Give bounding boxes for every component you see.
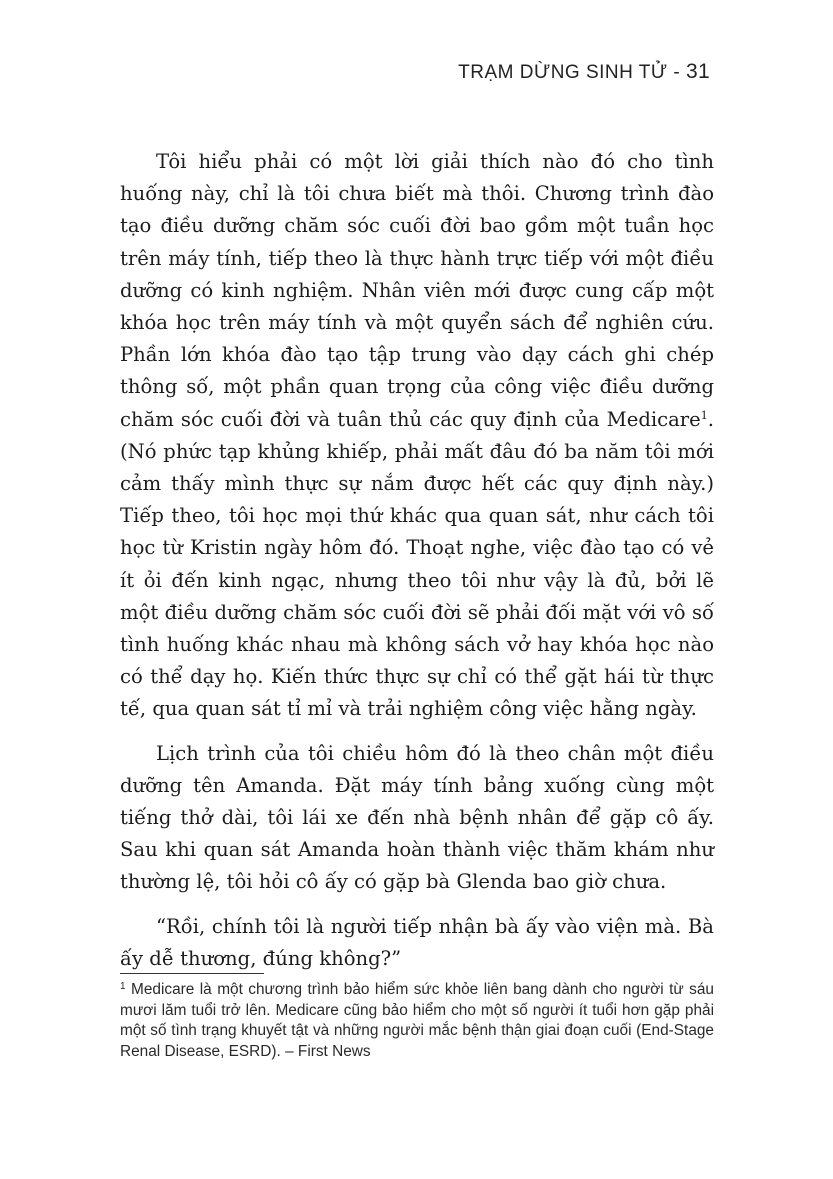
paragraph: [120, 146, 714, 726]
footnote-reference: 1: [700, 408, 708, 422]
footnote-marker: 1: [120, 981, 126, 992]
page-number: 31: [686, 60, 710, 83]
footnote-divider: [120, 973, 264, 974]
paragraph: Lịch trình của tôi chiều hôm đó là theo chân một điều dưỡng tên Amanda. Đặt máy tính bảng xuống cùng một tiếng thở dài, tôi lái xe đến nhà bệnh nhân để gặp cô ấy. Sau khi quan sát Amanda hoàn thành việc thăm khám như thường lệ, tôi hỏi cô ấy có gặp bà Glenda bao giờ chưa.: [120, 741, 714, 894]
body-text: [120, 146, 714, 987]
footnote-text: Medicare là một chương trình bảo hiểm sức khỏe liên bang dành cho người từ sáu mươi lăm tuổi trở lên. Medicare cũng bảo hiểm cho một số người ít tuổi hơn gặp phải một số tình trạng khuyết tật và những người mắc bệnh thận giai đoạn cuối (End-Stage Renal Disease, ESRD). – First News: [120, 981, 714, 1060]
paragraph-1-part-b: . (Nó phức tạp khủng khiếp, phải mất đâu đó ba năm tôi mới cảm thấy mình thực sự nắm được hết các quy định này.) Tiếp theo, tôi học mọi thứ khác qua quan sát, như cách tôi học từ Kristin ngày hôm đó. Thoạt nghe, việc đào tạo có vẻ ít ỏi đến kinh ngạc, nhưng theo tôi như vậy là đủ, bởi lẽ một điều dưỡng chăm sóc cuối đời sẽ phải đối mặt với vô số tình huống khác nhau mà không sách vở hay khóa học nào có thể dạy họ. Kiến thức thực sự chỉ có thể gặt hái từ thực tế, qua quan sát tỉ mỉ và trải nghiệm công việc hằng ngày.: [120, 407, 714, 721]
footnote: [120, 980, 714, 1062]
paragraph: “Rồi, chính tôi là người tiếp nhận bà ấy vào viện mà. Bà ấy dễ thương, đúng không?”: [120, 914, 714, 970]
paragraph-1-part-a: Tôi hiểu phải có một lời giải thích nào đó cho tình huống này, chỉ là tôi chưa biết mà thôi. Chương trình đào tạo điều dưỡng chăm sóc cuối đời bao gồm một tuần học trên máy tính, tiếp theo là thực hành trực tiếp với một điều dưỡng có kinh nghiệm. Nhân viên mới được cung cấp một khóa học trên máy tính và một quyển sách để nghiên cứu. Phần lớn khóa đào tạo tập trung vào dạy cách ghi chép thông số, một phần quan trọng của công việc điều dưỡng chăm sóc cuối đời và tuân thủ các quy định của Medicare: [120, 150, 714, 431]
running-header: [458, 60, 710, 84]
running-title: TRẠM DỪNG SINH TỬ -: [458, 62, 687, 83]
